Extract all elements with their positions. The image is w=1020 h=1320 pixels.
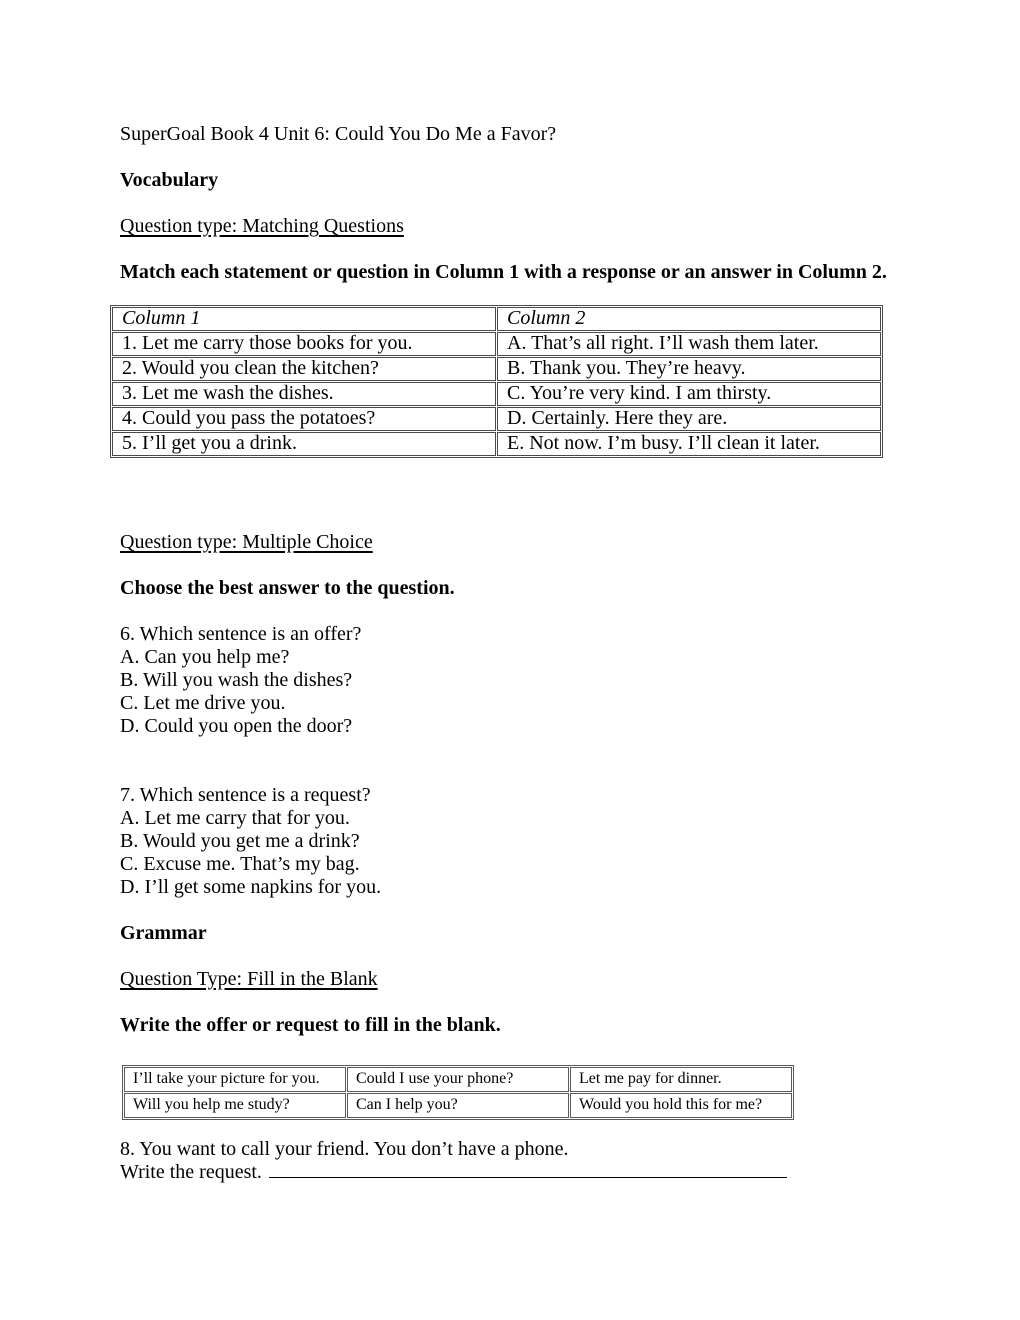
question-6-stem: 6. Which sentence is an offer? <box>120 623 362 645</box>
word-bank-cell: I’ll take your picture for you. <box>124 1067 346 1092</box>
matching-response-a: A. That’s all right. I’ll wash them later. <box>497 332 881 356</box>
word-bank-cell: Would you hold this for me? <box>570 1093 792 1118</box>
question-8-block <box>120 1138 950 1184</box>
matching-table-header-col1: Column 1 <box>112 307 496 331</box>
word-bank-cell: Will you help me study? <box>124 1093 346 1118</box>
question-7-option-b: B. Would you get me a drink? <box>120 830 360 852</box>
matching-table-header-row <box>112 307 881 331</box>
matching-question-type-heading: Question type: Matching Questions <box>120 215 404 237</box>
question-8-prompt: 8. You want to call your friend. You don’t have a phone. <box>120 1138 569 1160</box>
matching-response-e: E. Not now. I’m busy. I’ll clean it later. <box>497 432 881 456</box>
multiple-choice-question-type-heading: Question type: Multiple Choice <box>120 531 373 553</box>
table-row <box>124 1093 792 1118</box>
fill-in-blank-question-type-heading: Question Type: Fill in the Blank <box>120 968 378 990</box>
table-row <box>112 357 881 381</box>
question-6-option-a: A. Can you help me? <box>120 646 290 668</box>
question-7-block <box>120 784 950 899</box>
question-7-option-c: C. Excuse me. That’s my bag. <box>120 853 360 875</box>
question-6-option-b: B. Will you wash the dishes? <box>120 669 353 691</box>
table-row <box>112 382 881 406</box>
matching-statement-4: 4. Could you pass the potatoes? <box>112 407 496 431</box>
question-6-option-d: D. Could you open the door? <box>120 715 353 737</box>
matching-statement-2: 2. Would you clean the kitchen? <box>112 357 496 381</box>
matching-instruction: Match each statement or question in Column 1 with a response or an answer in Column 2. <box>120 261 887 283</box>
matching-response-b: B. Thank you. They’re heavy. <box>497 357 881 381</box>
vocabulary-heading: Vocabulary <box>120 169 219 191</box>
matching-response-d: D. Certainly. Here they are. <box>497 407 881 431</box>
table-row <box>112 432 881 456</box>
matching-table <box>110 305 883 458</box>
question-6-block <box>120 623 950 738</box>
word-bank-table <box>122 1065 794 1120</box>
question-7-option-d: D. I’ll get some napkins for you. <box>120 876 382 898</box>
question-8-answer-label: Write the request. <box>120 1161 262 1183</box>
word-bank-cell: Let me pay for dinner. <box>570 1067 792 1092</box>
word-bank-cell: Could I use your phone? <box>347 1067 569 1092</box>
question-7-stem: 7. Which sentence is a request? <box>120 784 371 806</box>
question-7-option-a: A. Let me carry that for you. <box>120 807 350 829</box>
document-content <box>120 123 950 1184</box>
table-row <box>112 407 881 431</box>
table-row <box>124 1067 792 1092</box>
matching-statement-5: 5. I’ll get you a drink. <box>112 432 496 456</box>
fill-in-blank-instruction: Write the offer or request to fill in the blank. <box>120 1014 501 1036</box>
question-6-option-c: C. Let me drive you. <box>120 692 286 714</box>
matching-statement-1: 1. Let me carry those books for you. <box>112 332 496 356</box>
matching-table-header-col2: Column 2 <box>497 307 881 331</box>
document-title: SuperGoal Book 4 Unit 6: Could You Do Me a Favor? <box>120 123 557 145</box>
word-bank-cell: Can I help you? <box>347 1093 569 1118</box>
grammar-heading: Grammar <box>120 922 207 944</box>
matching-response-c: C. You’re very kind. I am thirsty. <box>497 382 881 406</box>
multiple-choice-instruction: Choose the best answer to the question. <box>120 577 455 599</box>
table-row <box>112 332 881 356</box>
answer-blank <box>269 1161 787 1178</box>
matching-statement-3: 3. Let me wash the dishes. <box>112 382 496 406</box>
